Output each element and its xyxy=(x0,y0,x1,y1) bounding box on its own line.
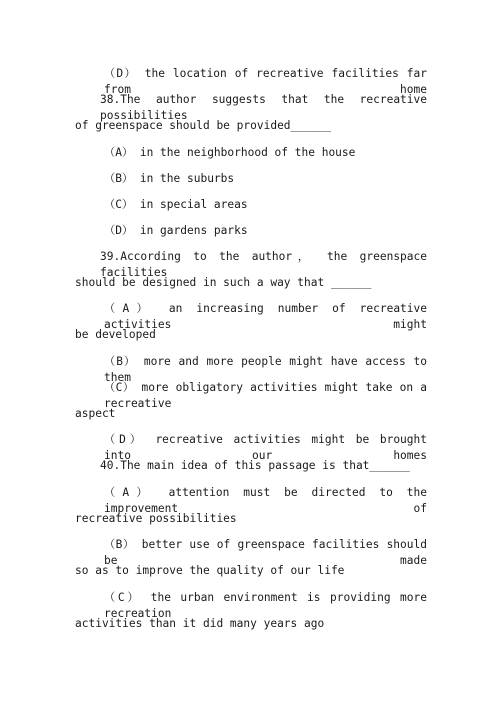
q37-option-d: （D） the location of recreative facilities far from home xyxy=(104,67,427,96)
q40-option-b-line2: so as to improve the quality of our life xyxy=(75,564,345,577)
q39-stem-line2: should be designed in such a way that ______ xyxy=(75,276,372,289)
q39-option-a-line2: be developed xyxy=(75,328,156,341)
q40-option-b-line1: （B） better use of greenspace facilities should be made xyxy=(104,538,427,567)
q38-option-b: （B） in the suburbs xyxy=(104,172,235,185)
q40-option-c-line1: （C） the urban environment is providing more recreation xyxy=(104,591,427,620)
q38-option-c: （C） in special areas xyxy=(104,198,248,211)
q40-option-a-line1: （A） attention must be directed to the improvement of xyxy=(104,486,427,515)
q38-stem-line1: 38.The author suggests that the recreative possibilities xyxy=(100,93,427,122)
q38-option-a: （A） in the neighborhood of the house xyxy=(104,146,356,159)
q39-option-d: （D） recreative activities might be brought into our homes xyxy=(104,433,427,462)
q40-option-c-line2: activities than it did many years ago xyxy=(75,617,325,630)
q38-option-d: （D） in gardens parks xyxy=(104,224,248,237)
q38-stem-line2: of greenspace should be provided______ xyxy=(75,119,331,132)
q40-stem: 40.The main idea of this passage is that______ xyxy=(100,459,410,472)
q39-stem-line1: 39.According to the author， the greenspace facilities xyxy=(100,250,427,279)
q39-option-c-line1: （C） more obligatory activities might take on a recreative xyxy=(104,381,427,410)
q39-option-a-line1: （A） an increasing number of recreative activities might xyxy=(104,302,427,331)
q40-option-a-line2: recreative possibilities xyxy=(75,512,237,525)
q39-option-b: （B） more and more people might have access to them xyxy=(104,355,427,384)
q39-option-c-line2: aspect xyxy=(75,407,116,420)
